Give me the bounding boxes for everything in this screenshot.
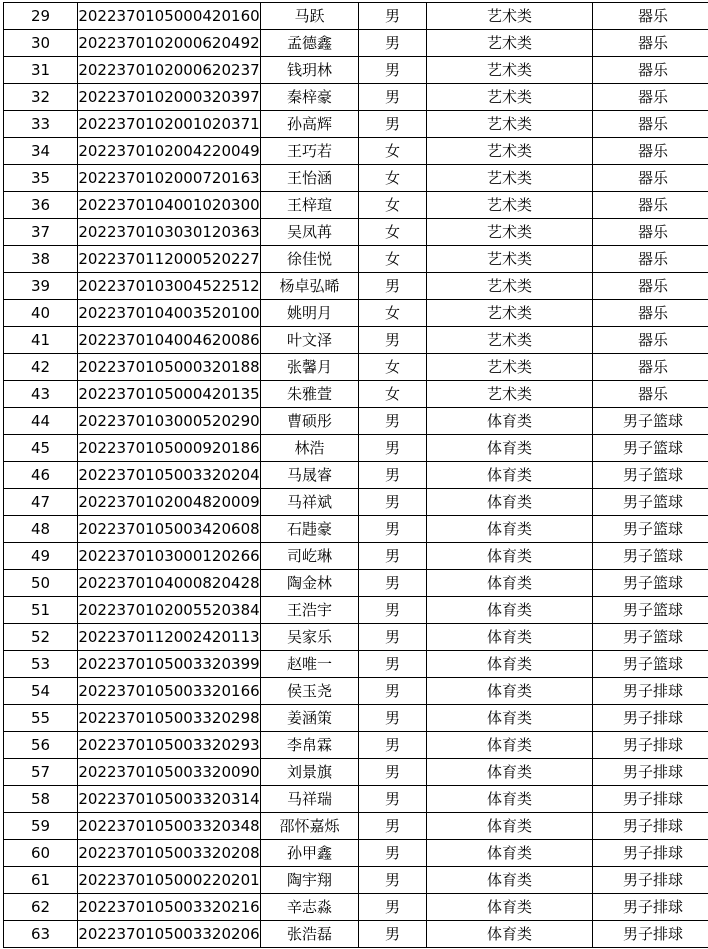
cell-number: 60 bbox=[4, 840, 78, 867]
cell-number: 38 bbox=[4, 246, 78, 273]
cell-category: 艺术类 bbox=[427, 84, 593, 111]
cell-category: 体育类 bbox=[427, 597, 593, 624]
cell-number: 53 bbox=[4, 651, 78, 678]
cell-gender: 男 bbox=[359, 462, 427, 489]
table-row bbox=[4, 624, 708, 651]
cell-student-name: 马祥瑞 bbox=[261, 786, 359, 813]
cell-student-id: 2022370105003320293 bbox=[78, 732, 261, 759]
cell-category: 体育类 bbox=[427, 624, 593, 651]
cell-project: 男子排球 bbox=[593, 867, 708, 894]
cell-project: 男子篮球 bbox=[593, 489, 708, 516]
cell-category: 体育类 bbox=[427, 921, 593, 948]
cell-number: 42 bbox=[4, 354, 78, 381]
cell-gender: 男 bbox=[359, 624, 427, 651]
cell-category: 艺术类 bbox=[427, 57, 593, 84]
cell-number: 46 bbox=[4, 462, 78, 489]
cell-student-name: 钱玥林 bbox=[261, 57, 359, 84]
table-row bbox=[4, 84, 708, 111]
table-row bbox=[4, 813, 708, 840]
cell-number: 49 bbox=[4, 543, 78, 570]
cell-project: 男子排球 bbox=[593, 840, 708, 867]
cell-number: 55 bbox=[4, 705, 78, 732]
cell-category: 艺术类 bbox=[427, 138, 593, 165]
cell-student-name: 叶文泽 bbox=[261, 327, 359, 354]
cell-student-id: 2022370103000520290 bbox=[78, 408, 261, 435]
cell-student-name: 徐佳悦 bbox=[261, 246, 359, 273]
cell-student-name: 秦梓豪 bbox=[261, 84, 359, 111]
cell-student-id: 2022370105000420135 bbox=[78, 381, 261, 408]
cell-student-id: 2022370112002420113 bbox=[78, 624, 261, 651]
cell-student-name: 林浩 bbox=[261, 435, 359, 462]
cell-number: 31 bbox=[4, 57, 78, 84]
cell-gender: 男 bbox=[359, 786, 427, 813]
cell-student-name: 辛志淼 bbox=[261, 894, 359, 921]
table-row bbox=[4, 597, 708, 624]
cell-student-name: 赵唯一 bbox=[261, 651, 359, 678]
cell-student-id: 2022370102000620492 bbox=[78, 30, 261, 57]
student-roster-table bbox=[3, 2, 708, 948]
table-row bbox=[4, 327, 708, 354]
cell-gender: 女 bbox=[359, 138, 427, 165]
cell-student-id: 2022370105003320206 bbox=[78, 921, 261, 948]
cell-student-id: 2022370105003320298 bbox=[78, 705, 261, 732]
cell-number: 30 bbox=[4, 30, 78, 57]
cell-number: 47 bbox=[4, 489, 78, 516]
cell-student-id: 2022370102005520384 bbox=[78, 597, 261, 624]
table-row bbox=[4, 516, 708, 543]
cell-gender: 女 bbox=[359, 165, 427, 192]
cell-gender: 男 bbox=[359, 543, 427, 570]
cell-category: 体育类 bbox=[427, 840, 593, 867]
cell-number: 63 bbox=[4, 921, 78, 948]
cell-number: 51 bbox=[4, 597, 78, 624]
cell-student-id: 2022370105000920186 bbox=[78, 435, 261, 462]
table-row bbox=[4, 219, 708, 246]
cell-project: 器乐 bbox=[593, 354, 708, 381]
table-row bbox=[4, 354, 708, 381]
cell-project: 器乐 bbox=[593, 3, 708, 30]
table-row bbox=[4, 732, 708, 759]
cell-project: 男子篮球 bbox=[593, 624, 708, 651]
cell-student-name: 王巧若 bbox=[261, 138, 359, 165]
cell-student-id: 2022370102000620237 bbox=[78, 57, 261, 84]
cell-student-name: 石韪豪 bbox=[261, 516, 359, 543]
cell-student-id: 2022370105003320090 bbox=[78, 759, 261, 786]
cell-number: 62 bbox=[4, 894, 78, 921]
cell-project: 男子篮球 bbox=[593, 408, 708, 435]
cell-project: 器乐 bbox=[593, 57, 708, 84]
cell-student-id: 2022370112000520227 bbox=[78, 246, 261, 273]
cell-gender: 男 bbox=[359, 813, 427, 840]
cell-student-name: 姚明月 bbox=[261, 300, 359, 327]
cell-student-name: 邵怀嘉烁 bbox=[261, 813, 359, 840]
cell-category: 体育类 bbox=[427, 813, 593, 840]
cell-project: 男子篮球 bbox=[593, 435, 708, 462]
cell-category: 艺术类 bbox=[427, 111, 593, 138]
cell-project: 器乐 bbox=[593, 138, 708, 165]
cell-category: 艺术类 bbox=[427, 246, 593, 273]
cell-gender: 男 bbox=[359, 3, 427, 30]
cell-gender: 男 bbox=[359, 327, 427, 354]
table-row bbox=[4, 192, 708, 219]
cell-gender: 男 bbox=[359, 30, 427, 57]
cell-gender: 男 bbox=[359, 705, 427, 732]
table-row bbox=[4, 678, 708, 705]
cell-category: 艺术类 bbox=[427, 3, 593, 30]
cell-category: 体育类 bbox=[427, 867, 593, 894]
cell-category: 体育类 bbox=[427, 651, 593, 678]
cell-number: 59 bbox=[4, 813, 78, 840]
cell-category: 艺术类 bbox=[427, 354, 593, 381]
cell-gender: 男 bbox=[359, 111, 427, 138]
cell-project: 男子排球 bbox=[593, 921, 708, 948]
cell-gender: 男 bbox=[359, 408, 427, 435]
table-row bbox=[4, 786, 708, 813]
cell-number: 35 bbox=[4, 165, 78, 192]
cell-category: 体育类 bbox=[427, 678, 593, 705]
cell-category: 体育类 bbox=[427, 543, 593, 570]
cell-number: 44 bbox=[4, 408, 78, 435]
cell-category: 体育类 bbox=[427, 489, 593, 516]
cell-student-name: 李帛霖 bbox=[261, 732, 359, 759]
cell-number: 32 bbox=[4, 84, 78, 111]
cell-number: 40 bbox=[4, 300, 78, 327]
cell-student-name: 刘景旗 bbox=[261, 759, 359, 786]
cell-student-id: 2022370105003420608 bbox=[78, 516, 261, 543]
cell-project: 男子篮球 bbox=[593, 597, 708, 624]
cell-number: 39 bbox=[4, 273, 78, 300]
cell-student-name: 张馨月 bbox=[261, 354, 359, 381]
cell-gender: 男 bbox=[359, 651, 427, 678]
cell-project: 器乐 bbox=[593, 219, 708, 246]
table-row bbox=[4, 111, 708, 138]
cell-gender: 男 bbox=[359, 516, 427, 543]
cell-student-id: 2022370102000720163 bbox=[78, 165, 261, 192]
cell-gender: 男 bbox=[359, 435, 427, 462]
cell-gender: 女 bbox=[359, 300, 427, 327]
cell-number: 50 bbox=[4, 570, 78, 597]
table-row bbox=[4, 570, 708, 597]
cell-category: 体育类 bbox=[427, 705, 593, 732]
cell-number: 58 bbox=[4, 786, 78, 813]
cell-category: 体育类 bbox=[427, 516, 593, 543]
cell-category: 体育类 bbox=[427, 435, 593, 462]
table-row bbox=[4, 867, 708, 894]
cell-project: 器乐 bbox=[593, 300, 708, 327]
cell-student-id: 2022370105000320188 bbox=[78, 354, 261, 381]
cell-gender: 男 bbox=[359, 84, 427, 111]
cell-gender: 男 bbox=[359, 732, 427, 759]
cell-project: 器乐 bbox=[593, 165, 708, 192]
cell-student-id: 2022370102001020371 bbox=[78, 111, 261, 138]
cell-student-name: 孙甲鑫 bbox=[261, 840, 359, 867]
table-row bbox=[4, 840, 708, 867]
cell-gender: 男 bbox=[359, 273, 427, 300]
cell-student-id: 2022370102004220049 bbox=[78, 138, 261, 165]
cell-student-name: 王浩宇 bbox=[261, 597, 359, 624]
cell-project: 男子篮球 bbox=[593, 543, 708, 570]
cell-project: 器乐 bbox=[593, 246, 708, 273]
cell-gender: 女 bbox=[359, 246, 427, 273]
cell-project: 男子排球 bbox=[593, 813, 708, 840]
cell-category: 体育类 bbox=[427, 462, 593, 489]
cell-student-id: 2022370105003320399 bbox=[78, 651, 261, 678]
cell-number: 29 bbox=[4, 3, 78, 30]
cell-project: 男子排球 bbox=[593, 786, 708, 813]
cell-student-name: 陶金林 bbox=[261, 570, 359, 597]
cell-project: 男子篮球 bbox=[593, 462, 708, 489]
cell-number: 33 bbox=[4, 111, 78, 138]
cell-gender: 男 bbox=[359, 678, 427, 705]
cell-student-id: 2022370105003320216 bbox=[78, 894, 261, 921]
cell-number: 56 bbox=[4, 732, 78, 759]
cell-project: 男子排球 bbox=[593, 759, 708, 786]
cell-student-id: 2022370104000820428 bbox=[78, 570, 261, 597]
cell-number: 45 bbox=[4, 435, 78, 462]
cell-project: 男子排球 bbox=[593, 705, 708, 732]
cell-category: 体育类 bbox=[427, 408, 593, 435]
cell-number: 57 bbox=[4, 759, 78, 786]
cell-category: 体育类 bbox=[427, 894, 593, 921]
cell-student-id: 2022370104004620086 bbox=[78, 327, 261, 354]
cell-student-name: 陶宇翔 bbox=[261, 867, 359, 894]
cell-student-name: 孟德鑫 bbox=[261, 30, 359, 57]
cell-category: 体育类 bbox=[427, 570, 593, 597]
cell-student-name: 侯玉尧 bbox=[261, 678, 359, 705]
cell-category: 艺术类 bbox=[427, 300, 593, 327]
cell-category: 艺术类 bbox=[427, 327, 593, 354]
cell-gender: 男 bbox=[359, 921, 427, 948]
cell-gender: 男 bbox=[359, 597, 427, 624]
cell-project: 器乐 bbox=[593, 30, 708, 57]
cell-student-name: 吴凤苒 bbox=[261, 219, 359, 246]
cell-project: 器乐 bbox=[593, 381, 708, 408]
cell-student-id: 2022370103000120266 bbox=[78, 543, 261, 570]
cell-student-name: 马跃 bbox=[261, 3, 359, 30]
cell-gender: 女 bbox=[359, 381, 427, 408]
cell-project: 男子篮球 bbox=[593, 651, 708, 678]
cell-student-id: 2022370105000420160 bbox=[78, 3, 261, 30]
table-row bbox=[4, 381, 708, 408]
cell-student-id: 2022370103004522512 bbox=[78, 273, 261, 300]
cell-student-id: 2022370102000320397 bbox=[78, 84, 261, 111]
cell-category: 艺术类 bbox=[427, 381, 593, 408]
table-row bbox=[4, 408, 708, 435]
cell-project: 男子排球 bbox=[593, 678, 708, 705]
cell-student-id: 2022370105003320166 bbox=[78, 678, 261, 705]
table-row bbox=[4, 489, 708, 516]
cell-student-name: 孙高辉 bbox=[261, 111, 359, 138]
table-row bbox=[4, 435, 708, 462]
cell-student-name: 张浩磊 bbox=[261, 921, 359, 948]
cell-project: 器乐 bbox=[593, 111, 708, 138]
cell-gender: 男 bbox=[359, 894, 427, 921]
cell-gender: 男 bbox=[359, 867, 427, 894]
cell-project: 器乐 bbox=[593, 327, 708, 354]
cell-project: 男子篮球 bbox=[593, 570, 708, 597]
cell-student-id: 2022370104001020300 bbox=[78, 192, 261, 219]
cell-student-name: 杨卓弘晞 bbox=[261, 273, 359, 300]
table-row bbox=[4, 543, 708, 570]
table-row bbox=[4, 651, 708, 678]
cell-student-name: 朱雅萱 bbox=[261, 381, 359, 408]
cell-project: 器乐 bbox=[593, 84, 708, 111]
cell-gender: 女 bbox=[359, 192, 427, 219]
cell-student-name: 曹硕彤 bbox=[261, 408, 359, 435]
cell-student-name: 司屹琳 bbox=[261, 543, 359, 570]
cell-student-name: 马晟睿 bbox=[261, 462, 359, 489]
cell-category: 艺术类 bbox=[427, 192, 593, 219]
cell-number: 48 bbox=[4, 516, 78, 543]
cell-number: 41 bbox=[4, 327, 78, 354]
table-row bbox=[4, 165, 708, 192]
cell-gender: 女 bbox=[359, 354, 427, 381]
cell-number: 43 bbox=[4, 381, 78, 408]
cell-project: 男子排球 bbox=[593, 732, 708, 759]
cell-student-id: 2022370103030120363 bbox=[78, 219, 261, 246]
table-row bbox=[4, 921, 708, 948]
table-row bbox=[4, 57, 708, 84]
cell-student-id: 2022370105000220201 bbox=[78, 867, 261, 894]
table-row bbox=[4, 246, 708, 273]
cell-student-name: 王怡涵 bbox=[261, 165, 359, 192]
cell-student-id: 2022370105003320208 bbox=[78, 840, 261, 867]
cell-number: 34 bbox=[4, 138, 78, 165]
table-row bbox=[4, 273, 708, 300]
cell-project: 男子排球 bbox=[593, 894, 708, 921]
cell-student-name: 王梓瑄 bbox=[261, 192, 359, 219]
cell-category: 艺术类 bbox=[427, 273, 593, 300]
table-row bbox=[4, 30, 708, 57]
cell-category: 艺术类 bbox=[427, 165, 593, 192]
cell-project: 器乐 bbox=[593, 273, 708, 300]
cell-student-id: 2022370105003320314 bbox=[78, 786, 261, 813]
cell-student-name: 吴家乐 bbox=[261, 624, 359, 651]
cell-category: 体育类 bbox=[427, 759, 593, 786]
cell-gender: 男 bbox=[359, 840, 427, 867]
cell-gender: 女 bbox=[359, 219, 427, 246]
table-row bbox=[4, 138, 708, 165]
cell-gender: 男 bbox=[359, 489, 427, 516]
cell-category: 体育类 bbox=[427, 786, 593, 813]
cell-student-id: 2022370102004820009 bbox=[78, 489, 261, 516]
cell-student-id: 2022370104003520100 bbox=[78, 300, 261, 327]
cell-gender: 男 bbox=[359, 57, 427, 84]
table-row bbox=[4, 300, 708, 327]
cell-category: 艺术类 bbox=[427, 30, 593, 57]
table-row bbox=[4, 705, 708, 732]
cell-number: 37 bbox=[4, 219, 78, 246]
cell-number: 61 bbox=[4, 867, 78, 894]
cell-number: 36 bbox=[4, 192, 78, 219]
cell-gender: 男 bbox=[359, 759, 427, 786]
cell-project: 男子篮球 bbox=[593, 516, 708, 543]
table-row bbox=[4, 759, 708, 786]
cell-number: 54 bbox=[4, 678, 78, 705]
cell-student-id: 2022370105003320348 bbox=[78, 813, 261, 840]
cell-number: 52 bbox=[4, 624, 78, 651]
cell-gender: 男 bbox=[359, 570, 427, 597]
cell-category: 体育类 bbox=[427, 732, 593, 759]
cell-student-name: 马祥斌 bbox=[261, 489, 359, 516]
cell-student-name: 姜涵策 bbox=[261, 705, 359, 732]
table-row bbox=[4, 894, 708, 921]
roster-body bbox=[4, 3, 708, 948]
table-row bbox=[4, 3, 708, 30]
cell-project: 器乐 bbox=[593, 192, 708, 219]
table-row bbox=[4, 462, 708, 489]
cell-category: 艺术类 bbox=[427, 219, 593, 246]
cell-student-id: 2022370105003320204 bbox=[78, 462, 261, 489]
